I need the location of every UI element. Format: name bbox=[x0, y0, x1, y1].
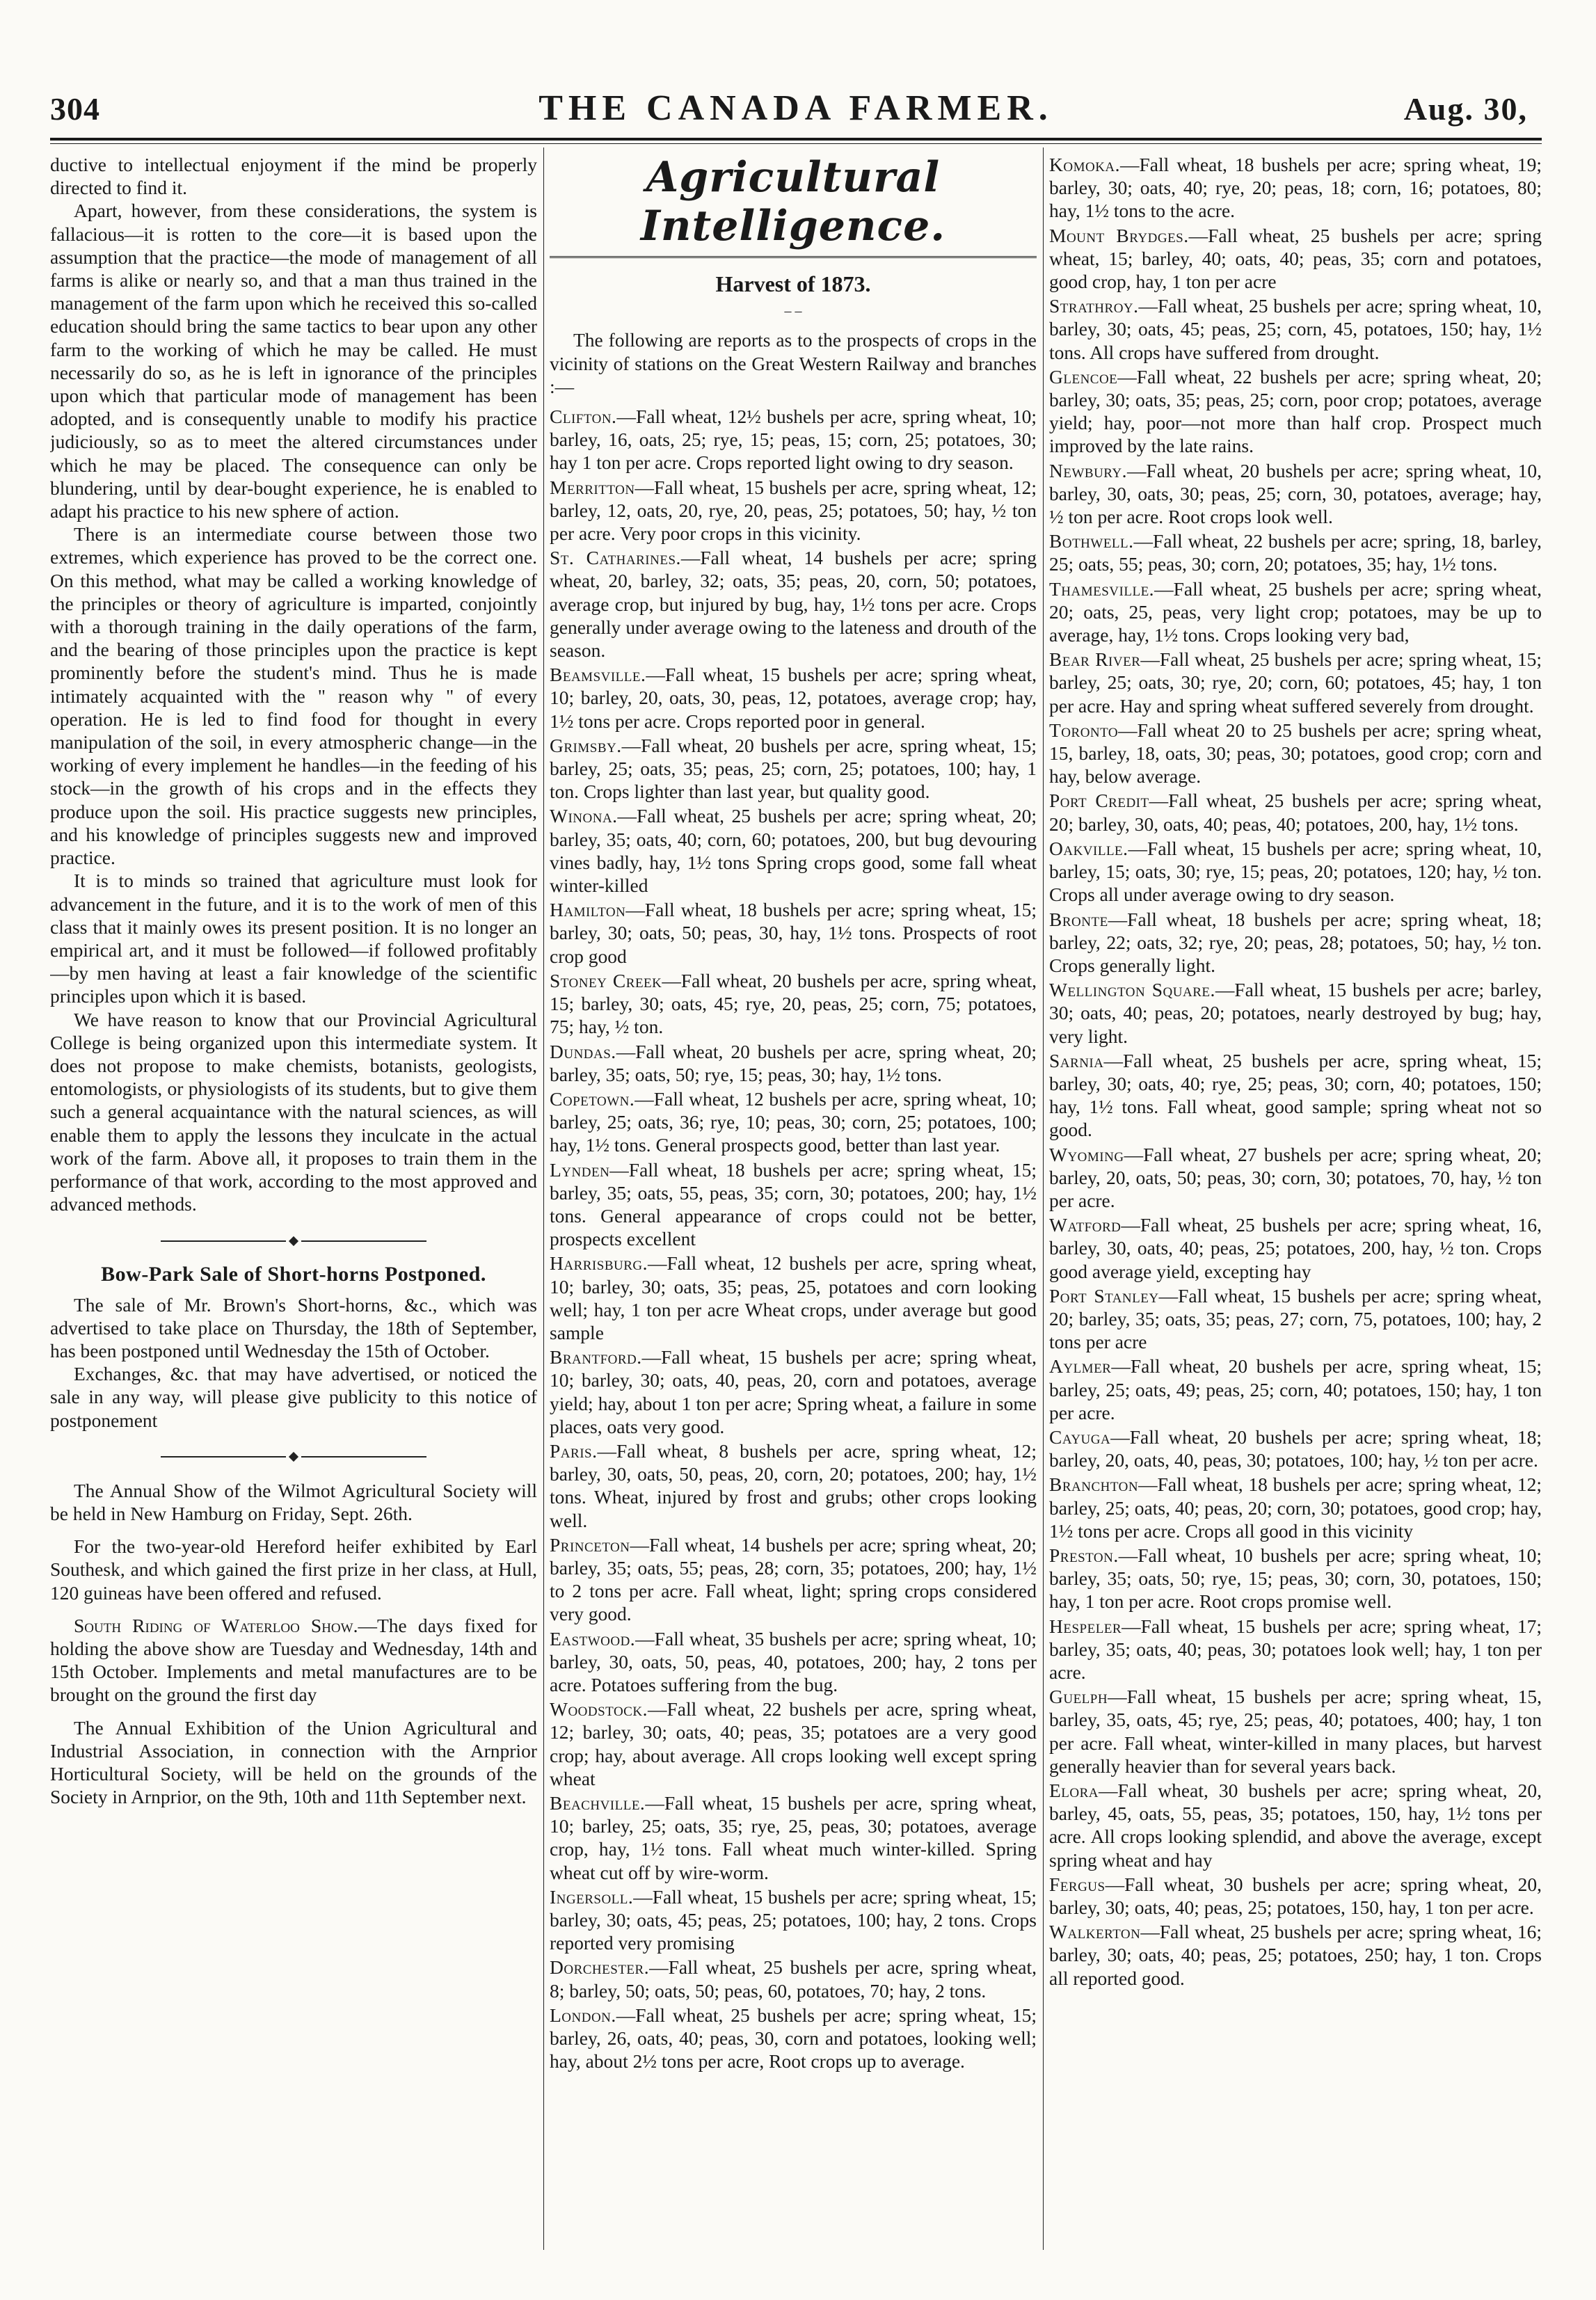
station-name: Ingersoll. bbox=[550, 1885, 634, 1908]
station-name: Newbury. bbox=[1049, 459, 1128, 481]
harvest-report bbox=[550, 1791, 1037, 1884]
harvest-report bbox=[1049, 1355, 1542, 1424]
station-name: Komoka. bbox=[1049, 154, 1121, 175]
article-paragraph: The Annual Exhibition of the Union Agricultural and Industrial Association, in connection with the Arnprior Horticultural Society, will be held on the grounds of the Society in Arnprior, on the 9th, 10th and 11th September next. bbox=[50, 1716, 537, 1808]
report-text: —Fall wheat, 22 bushels per acre; spring wheat, 20; barley, 30; oats, 35; peas, 25; corn, poor crop; potatoes, average yield; hay, poor—not more than half crop. Prospect much improved by the late rains. bbox=[1049, 365, 1542, 457]
report-text: —Fall wheat, 15 bushels per acre; spring wheat, 10, barley, 15; oats, 30; rye, 15; peas, 20; potatoes, 120; hay, ½ ton. Crops all under average owing to dry season. bbox=[1049, 837, 1542, 906]
article-paragraph: Exchanges, &c. that may have advertised, or noticed the sale in any way, will please give publicity to this notice of postponement bbox=[50, 1363, 537, 1431]
station-name: Elora bbox=[1049, 1780, 1099, 1802]
report-text: —Fall wheat, 15 bushels per acre, spring wheat, 12; barley, 12, oats, 20, rye, 20, peas, 25; potatoes, 50; hay, ½ ton per acre. Very poor crops in this vicinity. bbox=[550, 476, 1037, 545]
harvest-report bbox=[1049, 224, 1542, 294]
harvest-report bbox=[1049, 908, 1542, 977]
harvest-report bbox=[1049, 719, 1542, 788]
harvest-report bbox=[1049, 1873, 1542, 1919]
harvest-report bbox=[550, 1040, 1037, 1086]
page-number: 304 bbox=[50, 91, 100, 127]
harvest-report bbox=[1049, 837, 1542, 907]
harvest-report bbox=[550, 1627, 1037, 1697]
report-text: —Fall wheat, 30 bushels per acre; spring wheat, 20, barley, 45, oats, 55, peas, 35; potatoes, 150, hay, 1½ tons per acre. All crops looking splendid, and above the average, except spring wheat and hay bbox=[1049, 1780, 1542, 1871]
article-paragraph: The Annual Show of the Wilmot Agricultural Society will be held in New Hamburg on Friday, Sept. 26th. bbox=[50, 1479, 537, 1524]
harvest-report bbox=[1049, 529, 1542, 575]
section-rule bbox=[550, 256, 1037, 260]
title-ornament: – – bbox=[784, 303, 802, 319]
station-name: Clifton. bbox=[550, 406, 617, 428]
station-name: Guelph bbox=[1049, 1686, 1108, 1708]
report-text: —Fall wheat, 20 bushels per acre, spring wheat, 15; barley, 30; oats, 45; rye, 20, peas, 25; corn, 75; potatoes, 75; hay, ½ ton. bbox=[550, 969, 1037, 1038]
report-text: —Fall wheat, 25 bushels per acre; spring wheat, 16; barley, 30; oats, 40; peas, 25; potatoes, 250; hay, 1 ton. Crops all reported good. bbox=[1049, 1921, 1542, 1989]
harvest-report-list bbox=[1049, 153, 1542, 1990]
report-text: —Fall wheat, 18 bushels per acre; spring wheat, 12; barley, 25; oats, 40; peas, 20; corn, 30; potatoes, good crop; hay, 1½ tons per acre. Crops all good in this vicinity bbox=[1049, 1474, 1542, 1542]
station-name: Wellington Square. bbox=[1049, 979, 1215, 1001]
report-text: —Fall wheat, 12½ bushels per acre, spring wheat, 10; barley, 16, oats, 25; rye, 15; peas, 15; corn, 25; potatoes, 30; hay 1 ton per acre. Crops reported light owing to dry season. bbox=[550, 406, 1037, 474]
section-title: Agricultural Intelligence. bbox=[640, 153, 946, 250]
station-name: Branchton bbox=[1049, 1474, 1139, 1496]
station-name: St. Catharines. bbox=[550, 547, 681, 569]
waterloo-text: —The days fixed for holding the above show are Tuesday and Wednesday, 14th and 15th October. Implements and metal manufactures are to be brought on the ground the first day bbox=[50, 1614, 537, 1706]
station-name: Eastwood. bbox=[550, 1627, 636, 1650]
masthead bbox=[50, 82, 1542, 131]
report-text: —Fall wheat, 15 bushels per acre; barley, 30; oats, 40; peas, 20; potatoes, nearly destroyed by bug; hay, very light. bbox=[1049, 979, 1542, 1047]
article-paragraph: The sale of Mr. Brown's Short-horns, &c., which was advertised to take place on Thursday, the 18th of September, has been postponed until Wednesday the 15th of October. bbox=[50, 1293, 537, 1361]
column-divider bbox=[543, 147, 544, 2250]
harvest-report bbox=[1049, 365, 1542, 458]
harvest-report bbox=[550, 804, 1037, 897]
harvest-report bbox=[550, 405, 1037, 474]
station-name: Grimsby. bbox=[550, 734, 622, 756]
harvest-report bbox=[1049, 153, 1542, 223]
report-text: —Fall wheat, 20 bushels per acre; spring wheat, 18; barley, 20, oats, 40, peas, 30; potatoes, 100; hay, ½ ton per acre. bbox=[1049, 1425, 1542, 1471]
station-name: Preston. bbox=[1049, 1544, 1119, 1566]
station-name: Aylmer bbox=[1049, 1355, 1112, 1377]
newspaper-title: THE CANADA FARMER. bbox=[538, 88, 1053, 128]
article-paragraph: Apart, however, from these considerations, the system is fallacious—it is rotten to the core—it is based upon the assumption that the practice—the mode of management of all farms is alike or nearly so, and that a man thus trained in the management of the farm upon which he received this so-called education should bring the same tactics to bear upon any other farm to the working of which he may be called. He must necessarily do so, as he is left in ignorance of the principles upon which that particular mode of management has been adopted, and is consequently unable to modify his practice judiciously, so as to meet the altered circumstances under which he may be placed. The consequence can only be blundering, until by dear-bought experience, he is enabled to adapt his practice to his new sphere of action. bbox=[50, 200, 537, 522]
harvest-report bbox=[550, 1885, 1037, 1955]
station-name: Strathroy. bbox=[1049, 295, 1139, 317]
report-text: —Fall wheat, 18 bushels per acre; spring wheat, 19; barley, 30; oats, 40; rye, 20; peas, 18; corn, 16; potatoes, 80; hay, 1½ tons to the acre. bbox=[1049, 154, 1542, 222]
station-name: Fergus bbox=[1049, 1873, 1106, 1895]
harvest-report bbox=[550, 2004, 1037, 2073]
report-text: —Fall wheat, 20 bushels per acre, spring wheat, 15; barley, 25; oats, 49; peas, 25; corn, 40; potatoes, 150; hay, 1 ton per acre. bbox=[1049, 1355, 1542, 1423]
report-text: —Fall wheat, 18 bushels per acre; spring wheat, 15; barley, 35; oats, 55, peas, 35; corn, 30; potatoes, 200; hay, 1½ tons. General appearance of crops could not be better, prospects excellent bbox=[550, 1158, 1037, 1250]
harvest-report bbox=[550, 1345, 1037, 1438]
report-text: —Fall wheat, 15 bushels per acre; spring wheat, 17; barley, 35; oats, 40; peas, 30; potatoes look well; hay, 1 ton per acre. bbox=[1049, 1615, 1542, 1683]
intro-paragraph: The following are reports as to the prospects of crops in the vicinity of stations on the Great Western Railway and branches :— bbox=[550, 329, 1037, 397]
station-name: Oakville. bbox=[1049, 837, 1128, 859]
station-name: Port Stanley bbox=[1049, 1284, 1159, 1307]
station-name: Port Credit bbox=[1049, 790, 1149, 812]
report-text: —Fall wheat, 15 bushels per acre; spring wheat, 10; barley, 20, oats, 30, peas, 12, potatoes, average crop; hay, 1½ tons per acre. Crops reported poor in general. bbox=[550, 664, 1037, 732]
harvest-report-list bbox=[550, 405, 1037, 2073]
harvest-report bbox=[1049, 1779, 1542, 1871]
report-text: —Fall wheat, 18 bushels per acre; spring wheat, 18; barley, 22; oats, 32; rye, 20; peas, 28; potatoes, 50; hay, ½ ton. Crops generally light. bbox=[1049, 908, 1542, 976]
article-paragraph: It is to minds so trained that agriculture must look for advancement in the future, and it is to the work of men of this class that it mainly owes its present position. It is no longer an empirical art, and it must be followed—if followed profitably—by men having at least a fair knowledge of the scientific principles upon which it is based. bbox=[50, 870, 537, 1007]
station-name: Glencoe bbox=[1049, 365, 1118, 388]
harvest-report bbox=[1049, 1615, 1542, 1684]
harvest-title: Harvest of 1873. bbox=[715, 271, 871, 296]
station-name: Merritton bbox=[550, 476, 635, 498]
report-text: —Fall wheat, 22 bushels per acre, spring wheat, 12; barley, 30; oats, 40; peas, 35; potatoes are a very good crop; hay, about average. All crops looking well except spring wheat bbox=[550, 1698, 1037, 1789]
harvest-report bbox=[1049, 294, 1542, 364]
harvest-report bbox=[1049, 978, 1542, 1048]
station-name: Cayuga bbox=[1049, 1425, 1111, 1448]
report-text: —Fall wheat, 25 bushels per acre; spring wheat, 15; barley, 40; oats, 40; peas, 35; corn and potatoes, good crop, hay, 1 ton per acre bbox=[1049, 224, 1542, 293]
station-name: Harrisburg. bbox=[550, 1252, 648, 1275]
report-text: —Fall wheat, 27 bushels per acre; spring wheat, 20; barley, 20, oats, 50; peas, 30; corn, 30; potatoes, 70, hay, ½ ton per acre. bbox=[1049, 1143, 1542, 1211]
station-name: Mount Brydges. bbox=[1049, 224, 1189, 246]
harvest-report bbox=[550, 969, 1037, 1039]
station-name: Thamesville. bbox=[1049, 577, 1155, 600]
report-text: —Fall wheat, 25 bushels per acre, spring wheat, 8; barley, 50; oats, 50; peas, 60, potatoes, 70; hay, 2 tons. bbox=[550, 1956, 1037, 2002]
station-name: Beachville. bbox=[550, 1792, 646, 1814]
column-3 bbox=[1049, 153, 1542, 2251]
report-text: —Fall wheat, 12 bushels per acre, spring wheat, 10; barley, 30; oats, 35; peas, 25, potatoes and corn looking well; hay, 1 ton per acre Wheat crops, under average but good sample bbox=[550, 1252, 1037, 1343]
article-paragraph: We have reason to know that our Provincial Agricultural College is being organized upon this intermediate system. It does not propose to make chemists, botanists, geologists, entomologists, or physiologists of its students, but to give them such a general acquaintance with the natural sciences, as will enable them to apply the lessons they inculcate in the actual work of the farm. Above all, it proposes to train them in the performance of that work, according to the most approved and advanced methods. bbox=[50, 1008, 537, 1215]
report-text: —Fall wheat, 12 bushels per acre, spring wheat, 10; barley, 25; oats, 36; rye, 10; peas, 30; corn, 25; potatoes, 100; hay, 1½ tons. General prospects good, better than last year. bbox=[550, 1087, 1037, 1156]
report-text: —Fall wheat, 22 bushels per acre; spring, 18, barley, 25; oats, 55; peas, 30; corn, 20; potatoes, 35; hay, 1½ tons. bbox=[1049, 530, 1542, 575]
harvest-report bbox=[550, 1087, 1037, 1157]
station-name: Watford bbox=[1049, 1214, 1122, 1236]
harvest-report bbox=[550, 734, 1037, 804]
report-text: —Fall wheat, 15 bushels per acre; spring wheat, 15, barley, 35, oats, 45; rye, 25; peas, 40; potatoes, 400; hay, 1 ton per acre. Fall wheat, winter-killed in many places, but harvest generally heavier than for several years back. bbox=[1049, 1686, 1542, 1777]
report-text: —Fall wheat, 25 bushels per acre; spring wheat, 20; oats, 25, peas, very light crop; potatoes, may be up to average, hay, 1½ tons. Crops looking very bad, bbox=[1049, 577, 1542, 646]
station-name: Stoney Creek bbox=[550, 969, 662, 991]
report-text: —Fall wheat, 25 bushels per acre; spring wheat, 20; barley, 30, oats, 40; peas, 40; potatoes, 200, hay, 1½ tons. bbox=[1049, 790, 1542, 835]
report-text: —Fall wheat, 15 bushels per acre, spring wheat, 10; barley, 25; oats, 35; rye, 25, peas, 30; potatoes, average crop, hay, 1½ tons. Fall wheat much winter-killed. Spring wheat cut off by wire-worm. bbox=[550, 1792, 1037, 1883]
report-text: —Fall wheat, 20 bushels per acre, spring wheat, 20; barley, 35; oats, 50; rye, 15; peas, 30; hay, 1½ tons. bbox=[550, 1040, 1037, 1085]
station-name: London. bbox=[550, 2004, 616, 2026]
report-text: —Fall wheat, 15 bushels per acre; spring wheat, 20; barley, 35; oats, 35; peas, 27; corn, 75, potatoes, 100; hay, 2 tons per acre bbox=[1049, 1284, 1542, 1353]
station-name: Woodstock. bbox=[550, 1698, 648, 1720]
report-text: —Fall wheat, 30 bushels per acre; spring wheat, 20, barley, 30; oats, 40; peas, 25; potatoes, 150, hay, 1 ton per acre. bbox=[1049, 1873, 1542, 1919]
harvest-report bbox=[1049, 1049, 1542, 1142]
harvest-report bbox=[1049, 1544, 1542, 1613]
harvest-report bbox=[1049, 1473, 1542, 1542]
harvest-report bbox=[550, 546, 1037, 662]
harvest-report bbox=[550, 898, 1037, 968]
report-text: —Fall wheat, 15 bushels per acre; spring wheat, 15; barley, 30; oats, 45; peas, 25; potatoes, 100; hay, 2 tons. Crops reported very promising bbox=[550, 1885, 1037, 1954]
station-name: Brantford. bbox=[550, 1346, 642, 1368]
harvest-report bbox=[1049, 648, 1542, 717]
report-text: —Fall wheat, 25 bushels per acre; spring wheat, 16, barley, 30, oats, 40; peas, 25; potatoes, 200, hay, ½ ton. Crops good average yield, excepting hay bbox=[1049, 1214, 1542, 1282]
harvest-report bbox=[1049, 459, 1542, 529]
harvest-report bbox=[1049, 1685, 1542, 1778]
report-text: —Fall wheat, 14 bushels per acre; spring wheat, 20; barley, 35; oats, 55; peas, 28; corn, 35; potatoes, 200; hay, 1½ to 2 tons per acre. Fall wheat, light; spring crops considered very good. bbox=[550, 1533, 1037, 1625]
station-name: Beamsville. bbox=[550, 664, 646, 686]
bow-park-heading: Bow-Park Sale of Short-horns Postponed. bbox=[101, 1263, 486, 1286]
report-text: —Fall wheat, 25 bushels per acre; spring wheat, 10, barley, 30; oats, 45; peas, 25; corn, 45, potatoes, 150; hay, 1½ tons. All crops have suffered from drought. bbox=[1049, 295, 1542, 363]
harvest-report bbox=[1049, 789, 1542, 835]
report-text: —Fall wheat, 25 bushels per acre; spring wheat, 20; barley, 35; oats, 40; corn, 60; potatoes, 200, but bug devouring vines badly, hay, 1½ tons Spring crops good, some fall wheat winter-killed bbox=[550, 805, 1037, 897]
article-paragraph bbox=[50, 1614, 537, 1707]
report-text: —Fall wheat, 15 bushels per acre; spring wheat, 10; barley, 30; oats, 40, peas, 20, corn and potatoes, average yield; hay, about 1 ton per acre; Spring wheat, a failure in some places, oats very good. bbox=[550, 1346, 1037, 1437]
harvest-report bbox=[550, 1439, 1037, 1532]
harvest-report bbox=[1049, 1213, 1542, 1283]
report-text: —Fall wheat, 14 bushels per acre; spring wheat, 20, barley, 32; oats, 35; peas, 20, corn, 50; potatoes, average crop, but injured by bug, hay, 1½ tons per acre. Crops generally under average owing to the lateness and drouth of the season. bbox=[550, 547, 1037, 662]
station-name: Wyoming bbox=[1049, 1143, 1124, 1165]
report-text: —Fall wheat, 20 bushels per acre, spring wheat, 15; barley, 25; oats, 35; peas, 25; corn, 25; potatoes, 100; hay, 1 ton. Crops lighter than last year, but quality good. bbox=[550, 734, 1037, 803]
report-text: —Fall wheat, 25 bushels per acre, spring wheat, 15; barley, 30; oats, 40; rye, 25; peas, 30; corn, 40; potatoes, 150; hay, 1½ tons. Fall wheat, good sample; spring wheat not so good. bbox=[1049, 1049, 1542, 1141]
station-name: Dorchester. bbox=[550, 1956, 650, 1979]
issue-date: Aug. 30, bbox=[1403, 91, 1528, 127]
report-text: —Fall wheat, 25 bushels per acre; spring wheat, 15; barley, 25; oats, 30; rye, 20; corn, 60; potatoes, 45; hay, 1 ton per acre. Hay and spring wheat suffered severely from drought. bbox=[1049, 648, 1542, 717]
column-2 bbox=[550, 153, 1037, 2251]
harvest-report bbox=[550, 1158, 1037, 1251]
report-text: —Fall wheat 20 to 25 bushels per acre; spring wheat, 15, barley, 18, oats, 30; peas, 30; potatoes, good crop; corn and hay, below average. bbox=[1049, 719, 1542, 788]
report-text: —Fall wheat, 25 bushels per acre; spring wheat, 15; barley, 26, oats, 40; peas, 30, corn and potatoes, looking well; hay, about 2½ tons per acre, Root crops up to average. bbox=[550, 2004, 1037, 2073]
report-text: —Fall wheat, 8 bushels per acre, spring wheat, 12; barley, 30, oats, 50, peas, 20, corn, 20; potatoes, 200; hay, 1½ tons. Wheat, injured by frost and grubs; other crops looking well. bbox=[550, 1439, 1037, 1531]
harvest-report bbox=[1049, 577, 1542, 647]
station-name: Hamilton bbox=[550, 899, 626, 921]
station-name: Bothwell. bbox=[1049, 530, 1134, 552]
station-name: Sarnia bbox=[1049, 1049, 1104, 1071]
harvest-report bbox=[1049, 1425, 1542, 1471]
article-paragraph: For the two-year-old Hereford heifer exhibited by Earl Southesk, and which gained the first prize in her class, at Hull, 120 guineas have been offered and refused. bbox=[50, 1535, 537, 1604]
station-name: Walkerton bbox=[1049, 1921, 1141, 1943]
article-paragraph: ductive to intellectual enjoyment if the mind be properly directed to find it. bbox=[50, 154, 537, 199]
harvest-report bbox=[1049, 1284, 1542, 1354]
harvest-report bbox=[550, 1252, 1037, 1344]
section-ornament bbox=[50, 1451, 537, 1462]
station-name: Copetown. bbox=[550, 1087, 635, 1110]
masthead-rule bbox=[50, 138, 1542, 141]
station-name: Winona. bbox=[550, 805, 618, 827]
harvest-report bbox=[550, 663, 1037, 733]
station-name: Toronto bbox=[1049, 719, 1119, 741]
harvest-report bbox=[550, 1533, 1037, 1626]
report-text: —Fall wheat, 18 bushels per acre; spring wheat, 15; barley, 30; oats, 50; peas, 30, hay, 1½ tons. Prospects of root crop good bbox=[550, 899, 1037, 967]
station-name: Paris. bbox=[550, 1439, 598, 1462]
section-ornament bbox=[50, 1235, 537, 1246]
station-name: Bear River bbox=[1049, 648, 1141, 671]
report-text: —Fall wheat, 20 bushels per acre; spring wheat, 10, barley, 30, oats, 30; peas, 25; corn, 30, potatoes, average; hay, ½ ton per acre. Root crops look well. bbox=[1049, 459, 1542, 528]
station-name: Princeton bbox=[550, 1533, 630, 1556]
harvest-report bbox=[550, 1698, 1037, 1790]
masthead-rule-thin bbox=[50, 143, 1542, 144]
station-name: Lynden bbox=[550, 1158, 610, 1181]
harvest-report bbox=[1049, 1920, 1542, 1990]
harvest-report bbox=[550, 1956, 1037, 2002]
report-text: —Fall wheat, 10 bushels per acre; spring wheat, 10; barley, 35; oats, 50; rye, 15; peas, 30; corn, 30, potatoes, 150; hay, 1 ton per acre. Root crops promise well. bbox=[1049, 1544, 1542, 1613]
waterloo-label: South Riding of Waterloo Show. bbox=[74, 1614, 358, 1636]
station-name: Bronte bbox=[1049, 908, 1108, 930]
column-divider bbox=[1043, 147, 1044, 2250]
harvest-report bbox=[1049, 1143, 1542, 1213]
article-paragraph: There is an intermediate course between those two extremes, which experience has proved to be the correct one. On this method, what may be called a working knowledge of the principles or theory of agriculture is imparted, conjointly with a thorough training in the daily operations of the farm, and the bearing of those principles upon the practice is kept prominently before the student's mind. Thus he is made intimately acquainted with the " reason why " of every operation. He is led to find food for thought in every manipulation of the soil, in every atmospheric change—in the working of every implement he handles—in the feeding of his stock—in the growth of his crops and in the effects they produce upon the soil. His practice suggests new principles, and his knowledge of principles suggests new and improved practice. bbox=[50, 523, 537, 869]
harvest-report bbox=[550, 476, 1037, 545]
station-name: Dundas. bbox=[550, 1040, 616, 1062]
station-name: Hespeler bbox=[1049, 1615, 1122, 1637]
report-text: —Fall wheat, 35 bushels per acre; spring wheat, 10; barley, 30, oats, 50, peas, 40, potatoes, 200; hay, 2 tons per acre. Potatoes suffering from the bug. bbox=[550, 1627, 1037, 1695]
column-1 bbox=[50, 153, 537, 2251]
